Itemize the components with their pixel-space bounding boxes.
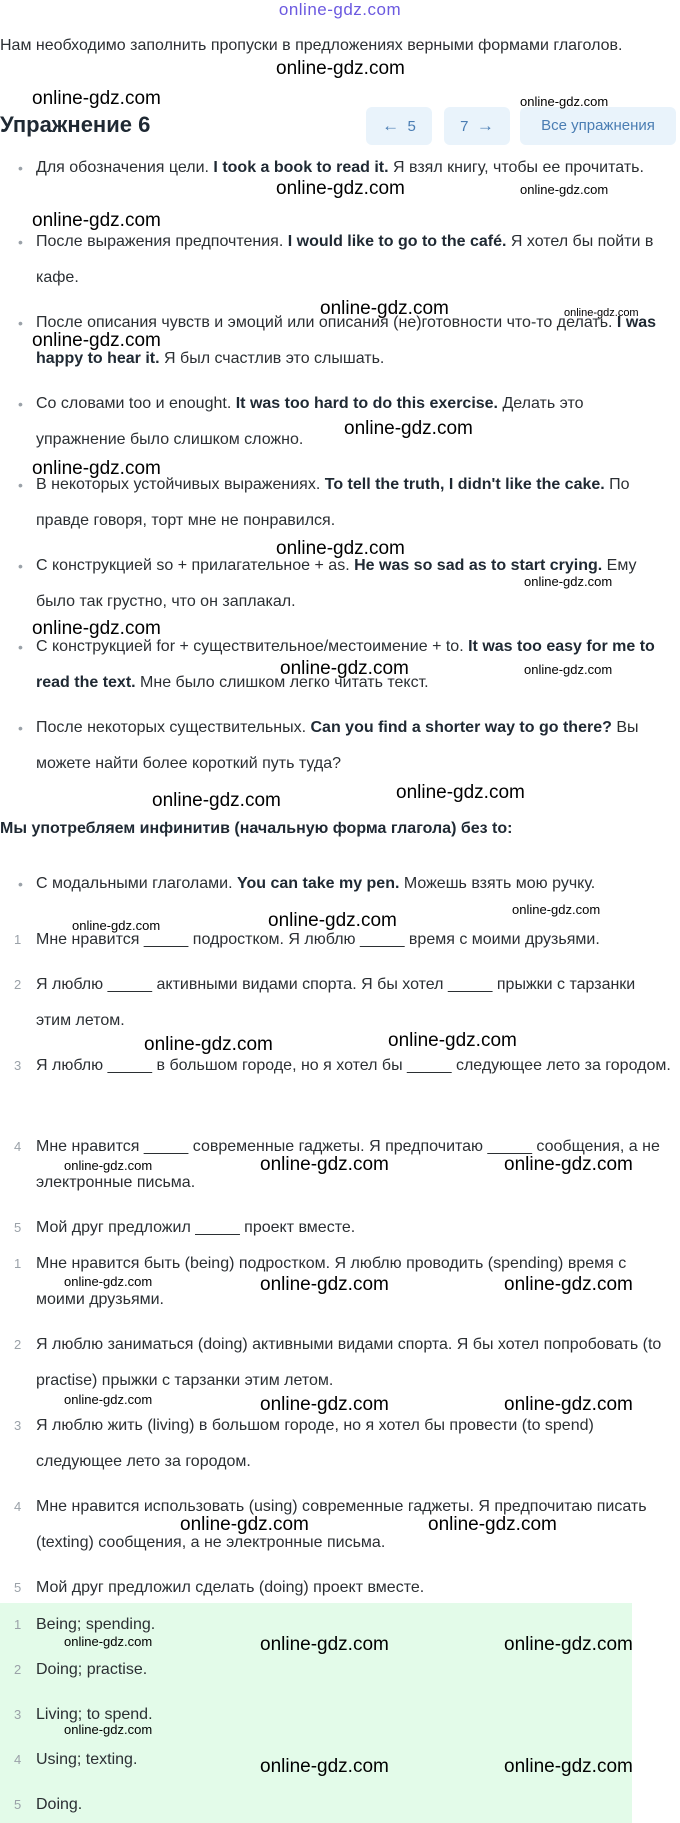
watermark: online-gdz.com: [276, 58, 405, 79]
bare-infinitive-heading: Мы употребляем инфинитив (начальную форма глагола) без to:: [0, 820, 513, 837]
answer-item: 4 Using; texting.: [14, 1751, 138, 1768]
solution-item: 2 Я люблю заниматься (doing) активными видами спорта. Я бы хотел попробовать (to practise) прыжки с тарзанки этим летом.: [14, 1336, 662, 1389]
answer-item: 1 Being; spending.: [14, 1616, 156, 1633]
watermark: online-gdz.com: [32, 210, 161, 231]
watermark: online-gdz.com: [72, 918, 161, 933]
task-item: 4 Мне нравится _____ современные гаджеты. Я предпочитаю _____ сообщения, а не электронные письма.: [14, 1138, 660, 1191]
watermark: online-gdz.com: [260, 1394, 389, 1415]
watermark: online-gdz.com: [504, 1274, 633, 1295]
watermark: online-gdz.com: [64, 1634, 153, 1649]
watermark: online-gdz.com: [280, 658, 409, 679]
watermark: online-gdz.com: [268, 910, 397, 931]
watermark: online-gdz.com: [64, 1722, 153, 1737]
watermark: online-gdz.com: [428, 1514, 557, 1535]
watermark: online-gdz.com: [260, 1634, 389, 1655]
watermark: online-gdz.com: [320, 298, 449, 319]
task-item: 5 Мой друг предложил _____ проект вместе.: [14, 1219, 356, 1236]
watermark: online-gdz.com: [180, 1514, 309, 1535]
list-item: • С модальными глаголами. You can take my pen. Можешь взять мою ручку.: [36, 866, 672, 902]
list-item: • После некоторых существительных. Can you find a shorter way to go there? Вы можете найти более короткий путь туда?: [36, 710, 672, 782]
watermark: online-gdz.com: [260, 1274, 389, 1295]
answer-item: 3 Living; to spend.: [14, 1706, 153, 1723]
watermark: online-gdz.com: [344, 418, 473, 439]
next-exercise-label: 7: [460, 118, 469, 135]
watermark: online-gdz.com: [564, 307, 639, 319]
watermark: online-gdz.com: [504, 1394, 633, 1415]
list-item: • С конструкцией for + существительное/местоимение + to. It was too easy for me to read the text. Мне было слишком легко читать текст.: [36, 629, 672, 701]
next-exercise-button[interactable]: [444, 107, 510, 145]
solution-item: 3 Я люблю жить (living) в большом городе, но я хотел бы провести (to spend) следующее лето за городом.: [14, 1417, 594, 1470]
intro-text: Нам необходимо заполнить пропуски в предложениях верными формами глаголов.: [0, 37, 623, 54]
answer-item: 5 Doing.: [14, 1796, 83, 1813]
all-exercises-button[interactable]: Все упражнения: [520, 107, 676, 145]
watermark: online-gdz.com: [32, 88, 161, 109]
list-item: • Для обозначения цели. I took a book to read it. Я взял книгу, чтобы ее прочитать.: [36, 150, 672, 186]
watermark: online-gdz.com: [64, 1392, 153, 1407]
watermark: online-gdz.com: [524, 574, 613, 589]
solution-item: 5 Мой друг предложил сделать (doing) проект вместе.: [14, 1579, 425, 1596]
task-item: 1 Мне нравится _____ подростком. Я люблю _____ время с моими друзьями.: [14, 931, 600, 948]
exercise-title: Упражнение 6: [0, 112, 151, 137]
prev-exercise-label: 5: [407, 118, 416, 135]
watermark: online-gdz.com: [260, 1756, 389, 1777]
watermark: online-gdz.com: [504, 1154, 633, 1175]
task-item: 3 Я люблю _____ в большом городе, но я хотел бы _____ следующее лето за городом.: [14, 1057, 671, 1074]
watermark: online-gdz.com: [524, 662, 613, 677]
list-item: • После выражения предпочтения. I would like to go to the café. Я хотел бы пойти в кафе.: [36, 224, 672, 296]
watermark: online-gdz.com: [64, 1158, 153, 1173]
solution-item: 1 Мне нравится быть (being) подростком. Я люблю проводить (spending) время с моими друзьями.: [14, 1255, 627, 1308]
solution-item: 4 Мне нравится использовать (using) современные гаджеты. Я предпочитаю писать (texting) сообщения, а не электронные письма.: [14, 1498, 647, 1551]
watermark: online-gdz.com: [396, 782, 525, 803]
answer-item: 2 Doing; practise.: [14, 1661, 148, 1678]
list-item: • С конструкцией so + прилагательное + as. He was so sad as to start crying. Ему было так грустно, что он заплакал.: [36, 548, 672, 620]
watermark: online-gdz.com: [504, 1634, 633, 1655]
list-item: • После описания чувств и эмоций или описания (не)готовности что-то делать. I was happy to hear it. Я был счастлив это слышать.: [36, 305, 672, 377]
watermark: online-gdz.com: [276, 178, 405, 199]
list-item: • В некоторых устойчивых выражениях. To tell the truth, I didn't like the cake. По правде говоря, торт мне не понравился.: [36, 467, 672, 539]
site-logo[interactable]: online-gdz.com: [278, 0, 402, 19]
watermark: online-gdz.com: [64, 1274, 153, 1289]
task-item: 2 Я люблю _____ активными видами спорта. Я бы хотел _____ прыжки с тарзанки этим летом.: [14, 976, 636, 1029]
watermark: online-gdz.com: [260, 1154, 389, 1175]
watermark: online-gdz.com: [32, 330, 161, 351]
watermark: online-gdz.com: [520, 182, 609, 197]
watermark: online-gdz.com: [520, 94, 609, 109]
watermark: online-gdz.com: [512, 902, 601, 917]
list-item: • Со словами too и enought. It was too hard to do this exercise. Делать это упражнение было слишком сложно.: [36, 386, 672, 458]
watermark: online-gdz.com: [32, 458, 161, 479]
watermark: online-gdz.com: [32, 618, 161, 639]
watermark: online-gdz.com: [504, 1756, 633, 1777]
prev-exercise-button[interactable]: [366, 107, 432, 145]
watermark: online-gdz.com: [388, 1030, 517, 1051]
watermark: online-gdz.com: [276, 538, 405, 559]
arrow-left-icon: ←: [382, 116, 400, 135]
arrow-right-icon: →: [476, 116, 494, 135]
watermark: online-gdz.com: [152, 790, 281, 811]
watermark: online-gdz.com: [144, 1034, 273, 1055]
